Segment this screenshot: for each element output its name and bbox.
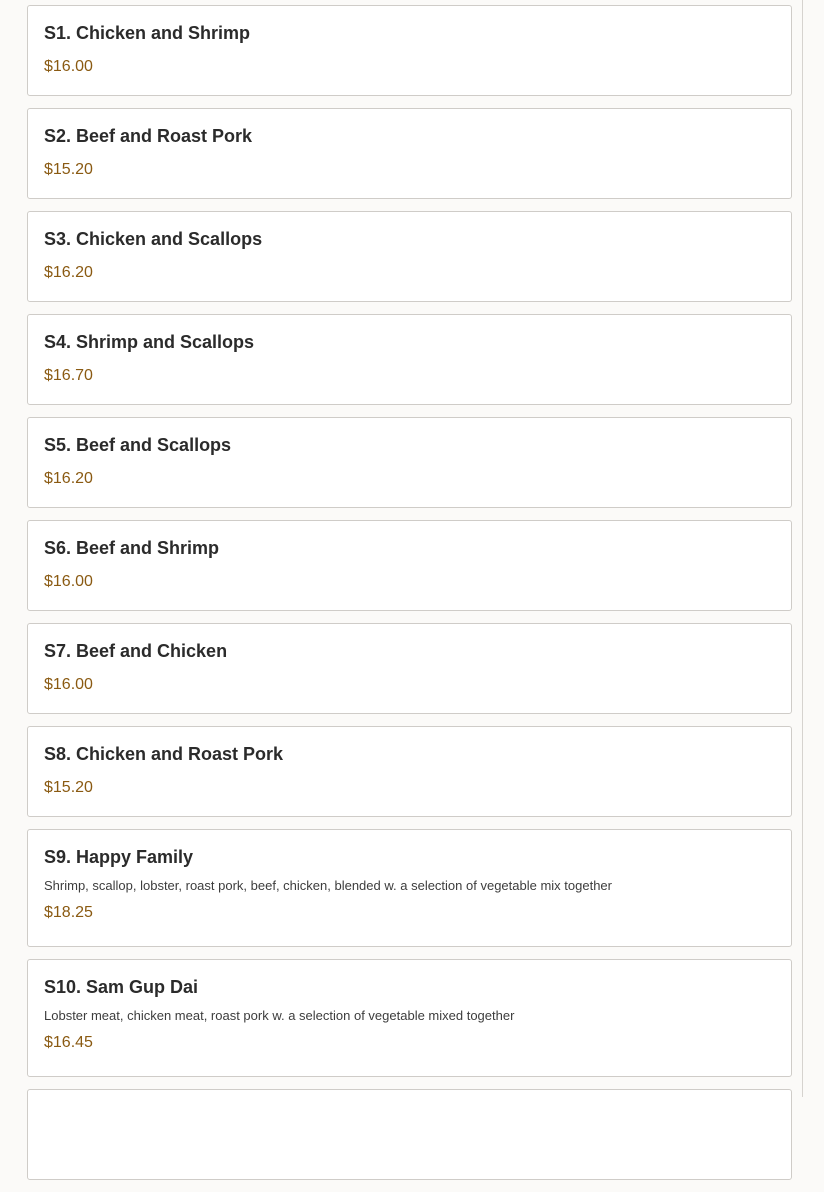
menu-item-name: S6. Beef and Shrimp [44, 538, 220, 558]
menu-item-name: S7. Beef and Chicken [44, 641, 228, 661]
menu-item-price: $16.00 [44, 676, 93, 693]
menu-item-description: Shrimp, scallop, lobster, roast pork, beef, chicken, blended w. a selection of vegetable mix together [44, 878, 612, 893]
menu-item-name: S5. Beef and Scallops [44, 435, 232, 455]
menu-item-name: S4. Shrimp and Scallops [44, 332, 255, 352]
menu-item-card[interactable] [27, 959, 792, 1077]
menu-item-name: S8. Chicken and Roast Pork [44, 744, 284, 764]
menu-item-name: S2. Beef and Roast Pork [44, 126, 253, 146]
menu-item-card[interactable] [27, 829, 792, 947]
menu-item-price: $16.00 [44, 573, 93, 590]
menu-item-name: S3. Chicken and Scallops [44, 229, 263, 249]
menu-item-card[interactable] [27, 211, 792, 302]
menu-item-card[interactable] [27, 314, 792, 405]
menu-item-price: $18.25 [44, 904, 93, 921]
menu-item-name: S10. Sam Gup Dai [44, 977, 199, 997]
menu-item-list [27, 5, 792, 1192]
menu-item-price: $15.20 [44, 161, 93, 178]
menu-item-description: Lobster meat, chicken meat, roast pork w. a selection of vegetable mixed together [44, 1008, 515, 1023]
menu-item-card[interactable] [27, 417, 792, 508]
menu-item-price: $16.20 [44, 264, 93, 281]
menu-item-card[interactable] [27, 108, 792, 199]
menu-item-price: $15.20 [44, 779, 93, 796]
menu-item-card[interactable] [27, 520, 792, 611]
menu-item-price: $16.00 [44, 58, 93, 75]
page-right-border [802, 0, 803, 1097]
menu-item-price: $16.45 [44, 1034, 93, 1051]
menu-item-price: $16.20 [44, 470, 93, 487]
menu-item-price: $16.70 [44, 367, 93, 384]
menu-item-card[interactable] [27, 623, 792, 714]
menu-item-name: S9. Happy Family [44, 847, 194, 867]
menu-item-name: S1. Chicken and Shrimp [44, 23, 251, 43]
menu-item-card[interactable] [27, 5, 792, 96]
menu-item-card[interactable] [27, 726, 792, 817]
menu-item-card[interactable] [27, 1089, 792, 1180]
